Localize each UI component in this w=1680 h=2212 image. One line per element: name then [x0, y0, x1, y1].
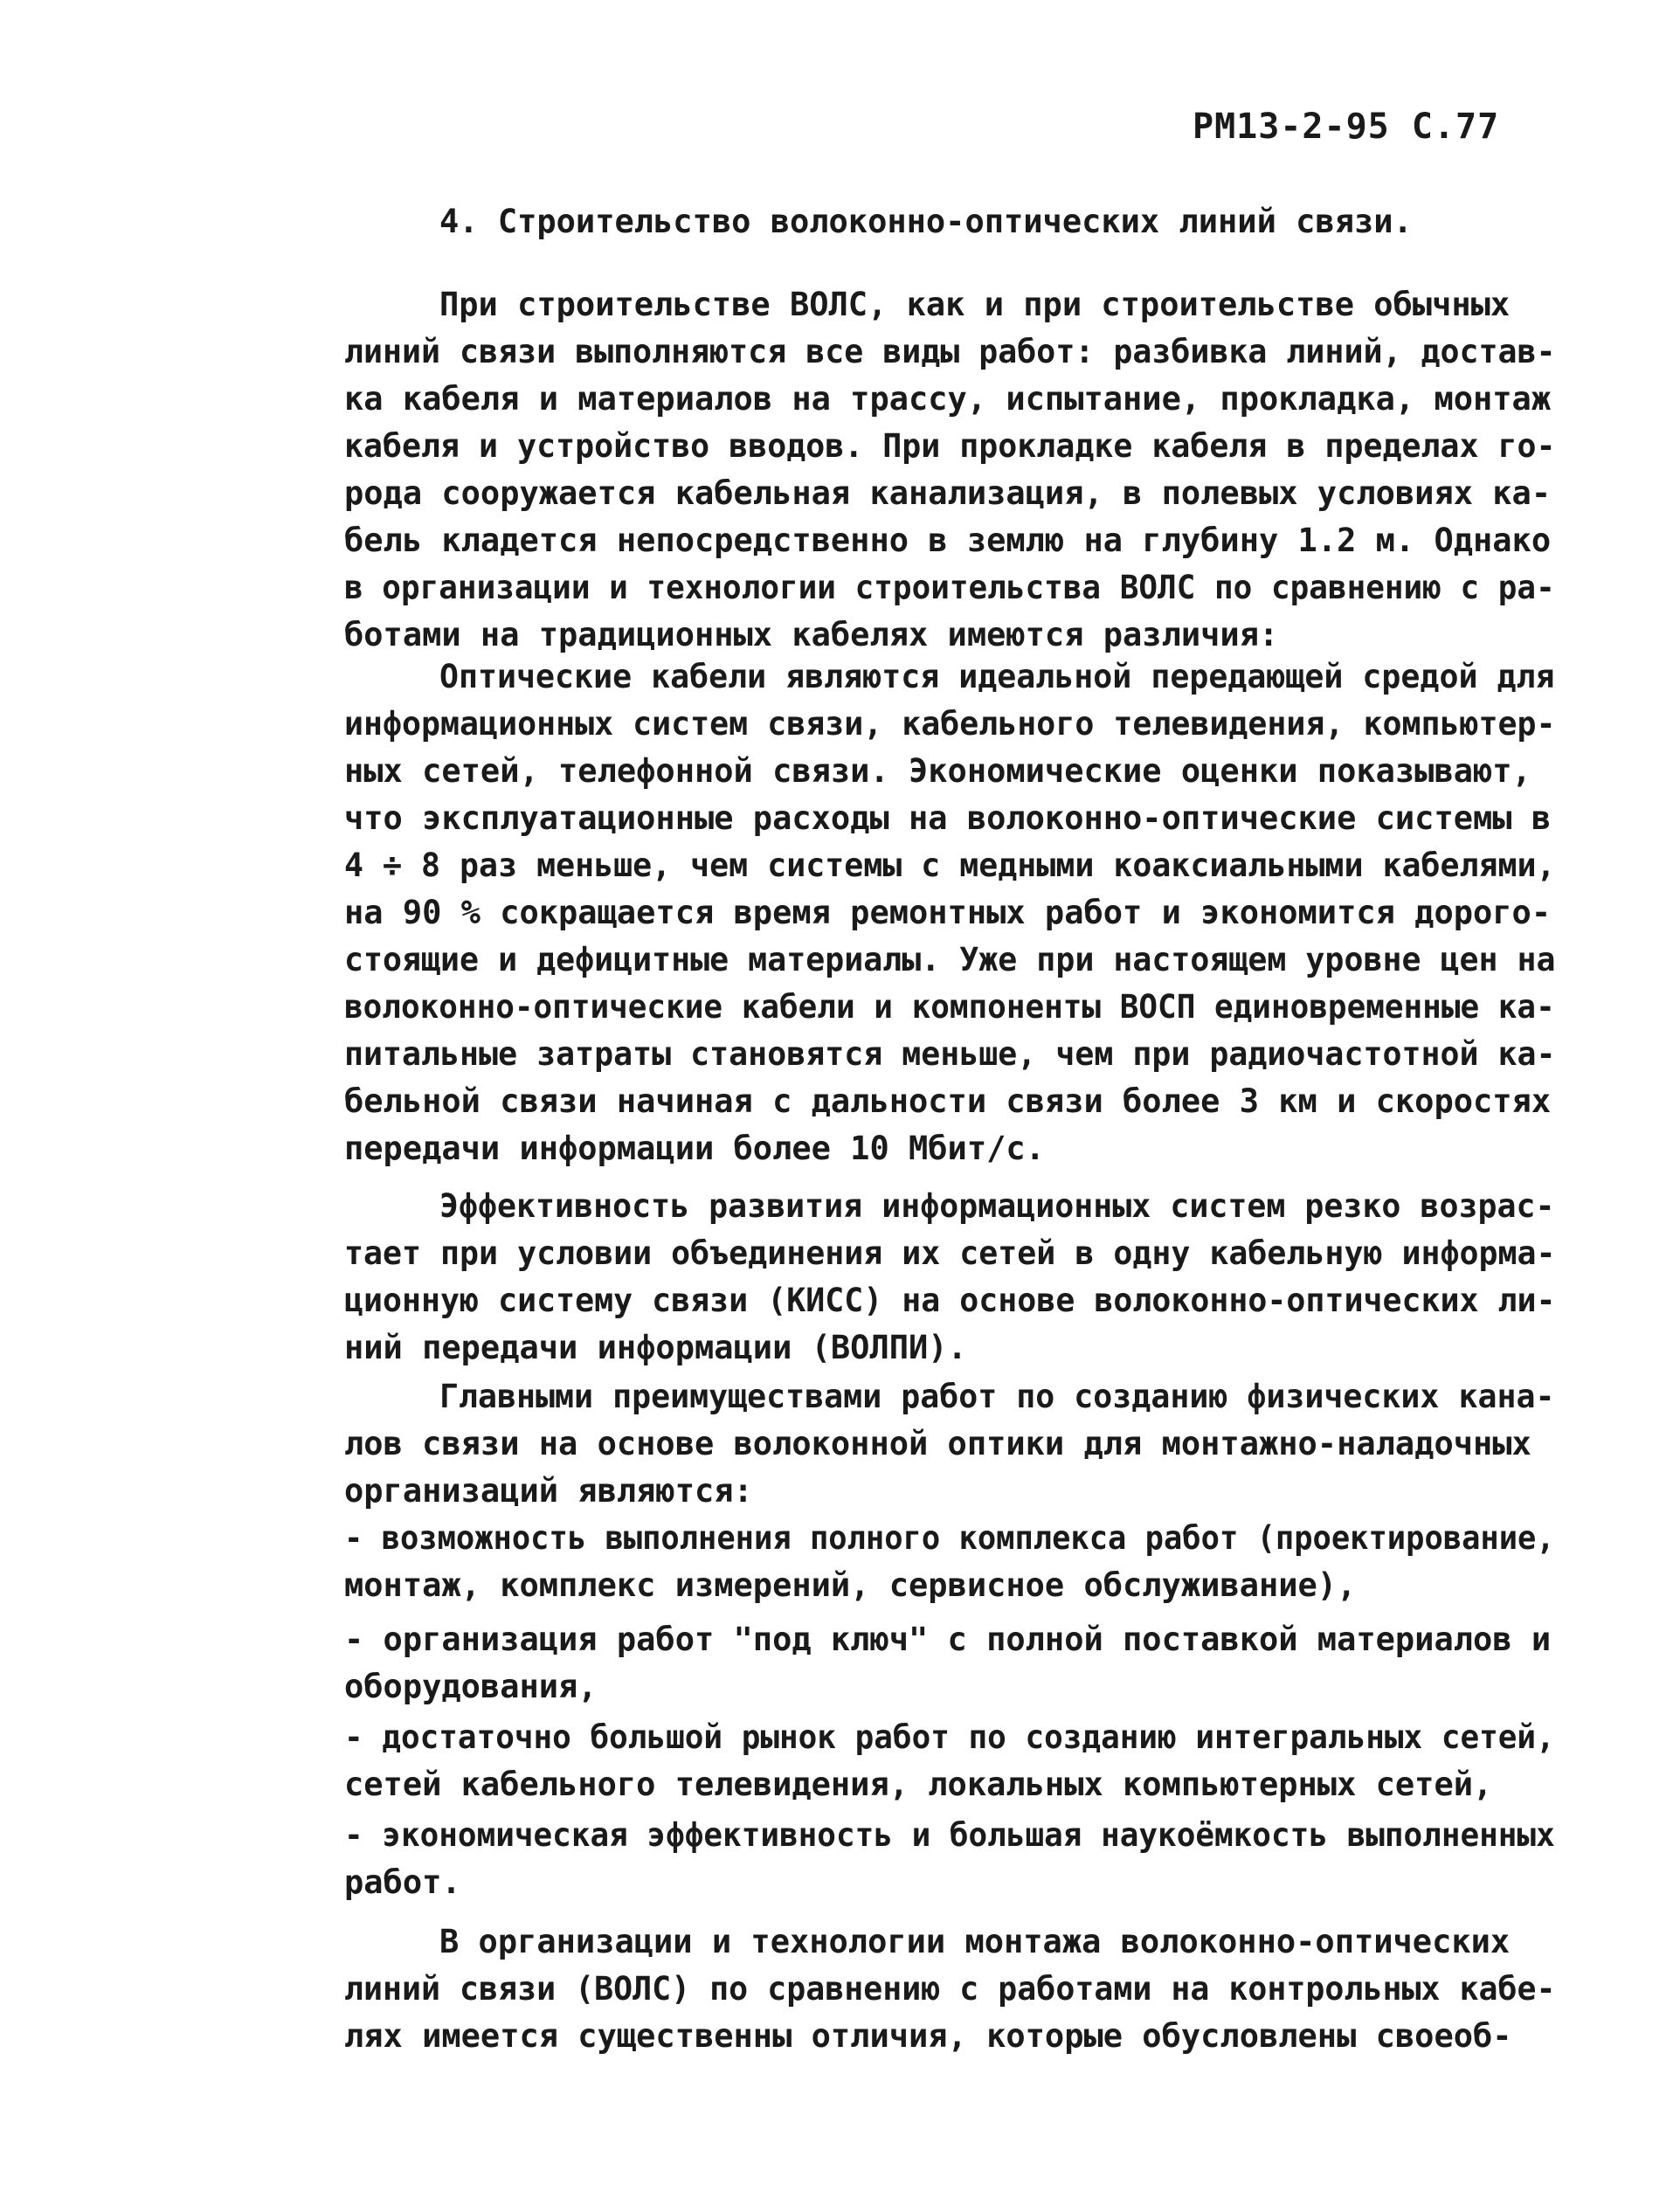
text-line: волоконно-оптические кабели и компоненты ВОСП единовременные ка-	[344, 988, 1555, 1026]
list-item: - организация работ "под ключ" с полной поставкой материалов и	[344, 1621, 1552, 1658]
page-reference: РМ13-2-95 С.77	[1193, 107, 1500, 147]
section-heading: 4. Строительство волоконно-оптических линий связи.	[439, 203, 1413, 240]
text-line: информационных систем связи, кабельного телевидения, компьютер-	[344, 705, 1556, 743]
text-line: рода сооружается кабельная канализация, в полевых условиях ка-	[344, 474, 1552, 512]
text-line: питальные затраты становятся меньше, чем при радиочастотной ка-	[344, 1035, 1556, 1073]
text-line: ционную систему связи (КИСС) на основе волоконно-оптических ли-	[344, 1282, 1556, 1319]
text-line: что эксплуатационные расходы на волоконно-оптические системы в	[344, 799, 1552, 837]
text-line: бель кладется непосредственно в землю на глубину 1.2 м. Однако	[344, 522, 1552, 559]
text-line: линий связи (ВОЛС) по сравнению с работами на контрольных кабе-	[344, 1970, 1556, 2008]
list-item: - возможность выполнения полного комплекса работ (проектирование,	[344, 1519, 1555, 1557]
text-line: бельной связи начиная с дальности связи более 3 км и скоростях	[344, 1082, 1552, 1120]
text-line: передачи информации более 10 Мбит/с.	[344, 1130, 1045, 1167]
text-line: оборудования,	[344, 1668, 598, 1705]
text-line: организаций являются:	[344, 1472, 753, 1510]
text-line: на 90 % сокращается время ремонтных работ и экономится дорого-	[344, 894, 1552, 931]
list-item: - достаточно большой рынок работ по созданию интегральных сетей,	[344, 1718, 1555, 1756]
text-line: работ.	[344, 1863, 461, 1901]
text-line: тает при условии объединения их сетей в одну кабельную информа-	[344, 1234, 1556, 1272]
list-item: - экономическая эффективность и большая наукоёмкость выполненных	[344, 1816, 1555, 1854]
text-line: Главными преимуществами работ по созданию физических кана-	[439, 1378, 1555, 1415]
text-line: В организации и технологии монтажа волоконно-оптических	[439, 1923, 1511, 1960]
text-line: ных сетей, телефонной связи. Экономические оценки показывают,	[344, 752, 1531, 790]
text-line: 4 ÷ 8 раз меньше, чем системы с медными коаксиальными кабелями,	[344, 847, 1556, 884]
text-line: Эффективность развития информационных систем резко возрас-	[439, 1187, 1555, 1225]
text-line: лов связи на основе волоконной оптики для монтажно-наладочных	[344, 1425, 1531, 1462]
text-line: При строительстве ВОЛС, как и при строительстве обычных	[439, 286, 1511, 323]
text-line: лях имеется существенны отличия, которые обусловлены своеоб-	[344, 2017, 1512, 2055]
text-line: стоящие и дефицитные материалы. Уже при настоящем уровне цен на	[344, 941, 1556, 978]
text-line: ка кабеля и материалов на трассу, испытание, прокладка, монтаж	[344, 380, 1552, 418]
text-line: кабеля и устройство вводов. При прокладке кабеля в пределах го-	[344, 427, 1556, 465]
text-line: Оптические кабели являются идеальной передающей средой для	[439, 658, 1555, 695]
text-line: монтаж, комплекс измерений, сервисное обслуживание),	[344, 1566, 1357, 1604]
text-line: ботами на традиционных кабелях имеются различия:	[344, 616, 1279, 653]
text-line: в организации и технологии строительства ВОЛС по сравнению с ра-	[344, 569, 1555, 606]
text-line: сетей кабельного телевидения, локальных компьютерных сетей,	[344, 1766, 1493, 1803]
text-line: линий связи выполняются все виды работ: разбивка линий, достав-	[344, 333, 1556, 370]
text-line: ний передачи информации (ВОЛПИ).	[344, 1329, 967, 1366]
